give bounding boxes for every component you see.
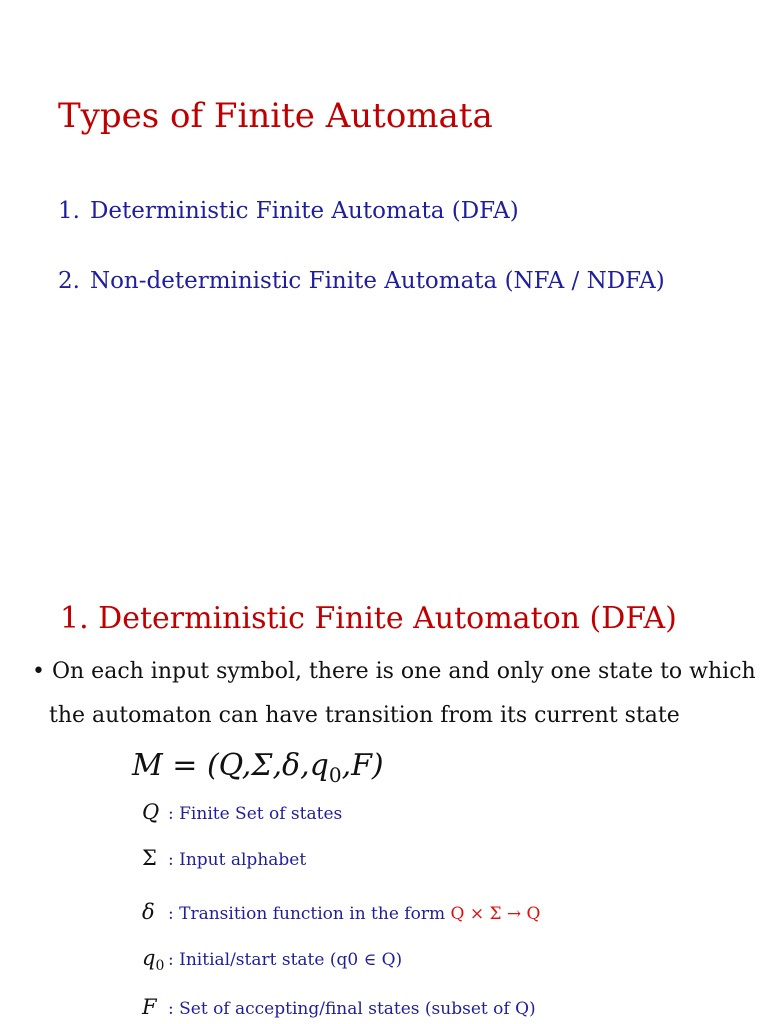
list-label: Deterministic Finite Automata (DFA) xyxy=(89,198,519,224)
bullet-dot-icon: • xyxy=(32,659,52,684)
list-label: Non-deterministic Finite Automata (NFA / NDFA) xyxy=(89,268,665,294)
list-number: 1. xyxy=(58,198,80,224)
bullet-line xyxy=(32,650,756,694)
symbol-f: F xyxy=(142,995,157,1019)
definition-text: : Transition function in the form xyxy=(168,904,451,924)
symbol-delta: δ xyxy=(142,900,155,924)
definition-text: : Initial/start state (q0 ∈ Q) xyxy=(168,950,403,970)
bullet-line: the automaton can have transition from its current state xyxy=(49,703,680,728)
definition-text: : Set of accepting/final states (subset of Q) xyxy=(168,999,536,1019)
symbol-sigma: Σ xyxy=(142,846,157,870)
symbol-q0-subscript: 0 xyxy=(155,958,165,975)
dfa-tuple-formula xyxy=(132,748,384,787)
definition-alphabet xyxy=(142,846,306,870)
definition-text: : Finite Set of states xyxy=(168,804,343,824)
formula-lhs: M xyxy=(132,748,163,783)
symbol-q0 xyxy=(142,946,168,974)
definition-states xyxy=(142,800,342,824)
definition-start-state xyxy=(142,946,402,974)
symbol-q0-base: q xyxy=(142,946,156,970)
bullet-text: On each input symbol, there is one and only one state to which xyxy=(51,659,756,684)
symbol-q: Q xyxy=(142,800,160,824)
formula-tuple: (Q,Σ,δ,q xyxy=(206,748,329,783)
bullet-paragraph xyxy=(32,650,756,738)
list-item-dfa xyxy=(58,198,519,224)
list-item-nfa xyxy=(58,268,665,294)
list-number: 2. xyxy=(58,268,80,294)
definition-transition xyxy=(142,900,540,924)
formula-equals: = xyxy=(162,748,207,783)
transition-signature: Q × Σ → Q xyxy=(450,904,541,924)
formula-subscript: 0 xyxy=(328,763,342,787)
formula-end: ,F) xyxy=(341,748,384,783)
definition-text: : Input alphabet xyxy=(168,850,307,870)
slide-title: Types of Finite Automata xyxy=(58,96,493,136)
section-title: 1. Deterministic Finite Automaton (DFA) xyxy=(60,601,677,636)
definition-final-states xyxy=(142,995,536,1019)
